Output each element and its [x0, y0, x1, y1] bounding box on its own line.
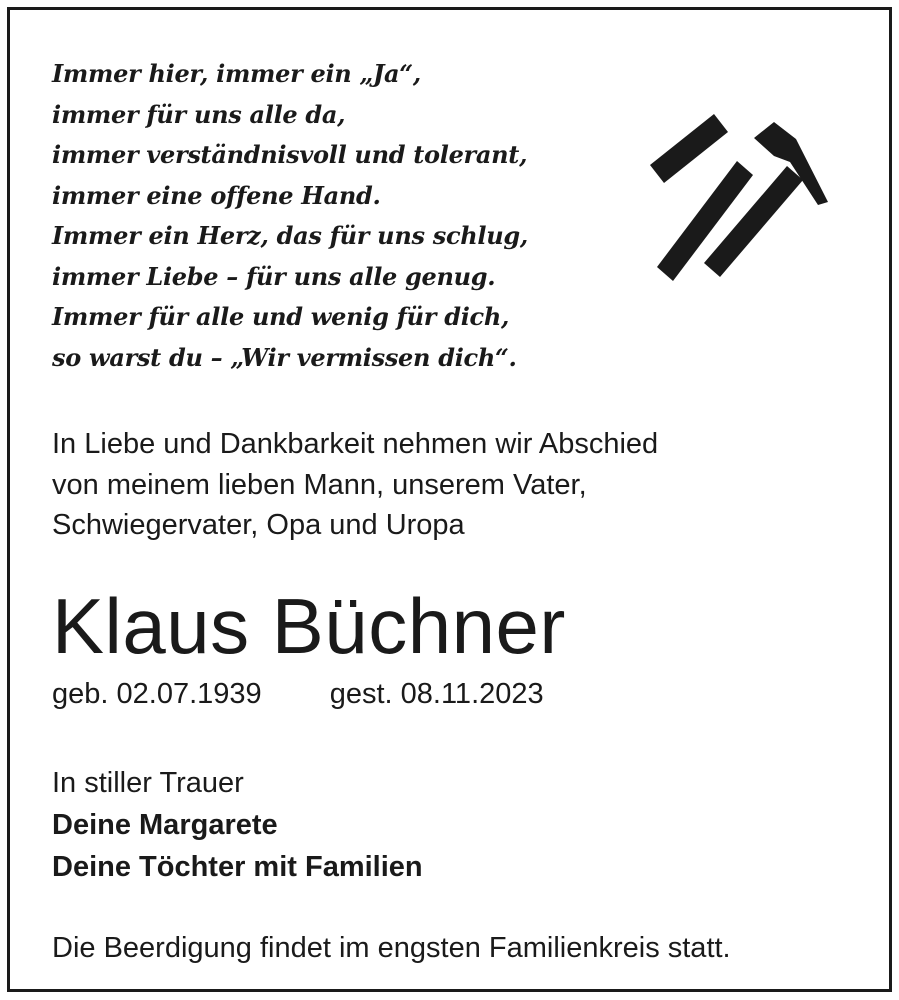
farewell-text — [52, 424, 658, 546]
life-dates — [52, 674, 544, 714]
deceased-name: Klaus Büchner — [52, 582, 566, 670]
poem-line: immer Liebe – für uns alle genug. — [52, 261, 496, 291]
poem-line: Immer ein Herz, das für uns schlug, — [52, 221, 528, 250]
mourning-intro: In stiller Trauer — [52, 767, 244, 799]
poem-line: Immer hier, immer ein „Ja“, — [52, 59, 421, 88]
mourners-block — [52, 762, 423, 888]
poem-line: immer verständnisvoll und tolerant, — [52, 140, 528, 169]
memorial-poem — [52, 54, 528, 378]
hammer-and-pick-icon — [642, 112, 828, 288]
farewell-line: Schwiegervater, Opa und Uropa — [52, 509, 465, 541]
poem-line: Immer für alle und wenig für dich, — [52, 302, 510, 331]
mourner-name: Deine Töchter mit Familien — [52, 851, 423, 883]
poem-line: immer eine offene Hand. — [52, 180, 381, 210]
death-date: gest. 08.11.2023 — [329, 678, 544, 710]
mourner-name: Deine Margarete — [52, 809, 278, 841]
farewell-line: von meinem lieben Mann, unserem Vater, — [52, 468, 587, 501]
farewell-line: In Liebe und Dankbarkeit nehmen wir Abschied — [52, 428, 659, 460]
obituary-frame — [7, 7, 892, 992]
birth-date: geb. 02.07.1939 — [52, 678, 262, 710]
poem-line: immer für uns alle da, — [52, 99, 346, 129]
poem-line: so warst du – „Wir vermissen dich“. — [52, 342, 517, 372]
funeral-note: Die Beerdigung findet im engsten Familienkreis statt. — [52, 932, 731, 964]
